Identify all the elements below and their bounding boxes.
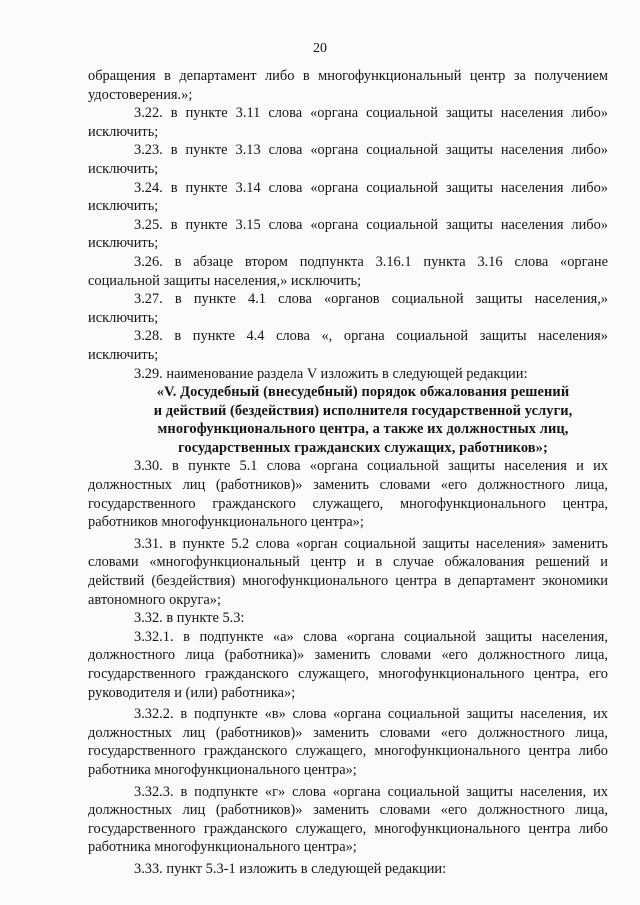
- paragraph: 3.28. в пункте 4.4 слова «, органа социальной защиты населения» исключить;: [88, 328, 608, 363]
- paragraph: 3.22. в пункте 3.11 слова «органа социальной защиты населения либо» исключить;: [88, 105, 608, 140]
- paragraph: 3.32.2. в подпункте «в» слова «органа социальной защиты населения, их должностных лиц (работников)» заменить словами «его должностного лица, государственного гражданского служащего, многофункционального центра либо работника многофункционального центра»;: [88, 706, 608, 778]
- paragraph: 3.25. в пункте 3.15 слова «органа социальной защиты населения либо» исключить;: [88, 216, 608, 252]
- paragraph: 3.32.1. в подпункте «а» слова «органа социальной защиты населения, должностного лица (работника)» заменить словами «его должностного лица, государственного гражданского служащего, многофункционального центра, его руководителя и (или) работника»;: [88, 628, 608, 701]
- document-body: [88, 67, 608, 879]
- paragraph: 3.32.3. в подпункте «г» слова «органа социальной защиты населения, их должностных лиц (работников)» заменить словами «его должностного лица, государственного гражданского служащего, многофункционального центра либо работника многофункционального центра»;: [88, 783, 608, 856]
- paragraph: 3.33. пункт 5.3-1 изложить в следующей редакции:: [134, 860, 447, 877]
- paragraph: 3.23. в пункте 3.13 слова «органа социальной защиты населения либо» исключить;: [88, 142, 608, 177]
- paragraph: 3.32. в пункте 5.3:: [134, 610, 245, 627]
- section-title-line: и действий (бездействия) исполнителя государственной услуги,: [153, 402, 573, 419]
- section-title: [88, 383, 608, 457]
- page-number: 20: [313, 41, 327, 56]
- section-title-line: «V. Досудебный (внесудебный) порядок обжалования решений: [156, 384, 570, 401]
- paragraph: 3.26. в абзаце втором подпункта 3.16.1 пункта 3.16 слова «органе социальной защиты населения,» исключить;: [88, 253, 608, 289]
- paragraph: 3.27. в пункте 4.1 слова «органов социальной защиты населения,» исключить;: [88, 291, 608, 326]
- paragraph: 3.31. в пункте 5.2 слова «орган социальной защиты населения» заменить словами «многофункциональный центр и в случае обжалования решений и действий (бездействия) многофункционального центра в департамент экономики автономного округа»;: [88, 535, 608, 608]
- paragraph: 3.24. в пункте 3.14 слова «органа социальной защиты населения либо» исключить;: [88, 179, 608, 215]
- paragraph: обращения в департамент либо в многофункциональный центр за получением удостоверения.»;: [88, 68, 608, 103]
- paragraph: 3.30. в пункте 5.1 слова «органа социальной защиты населения и их должностных лиц (работников)» заменить словами «его должностного лица, государственного гражданского служащего, многофункционального центра, работников многофункционального центра»;: [88, 458, 608, 531]
- section-title-line: многофункционального центра, а также их должностных лиц,: [157, 421, 569, 438]
- paragraph: 3.29. наименование раздела V изложить в следующей редакции:: [134, 365, 528, 382]
- section-title-line: государственных гражданских служащих, работников»;: [178, 439, 548, 456]
